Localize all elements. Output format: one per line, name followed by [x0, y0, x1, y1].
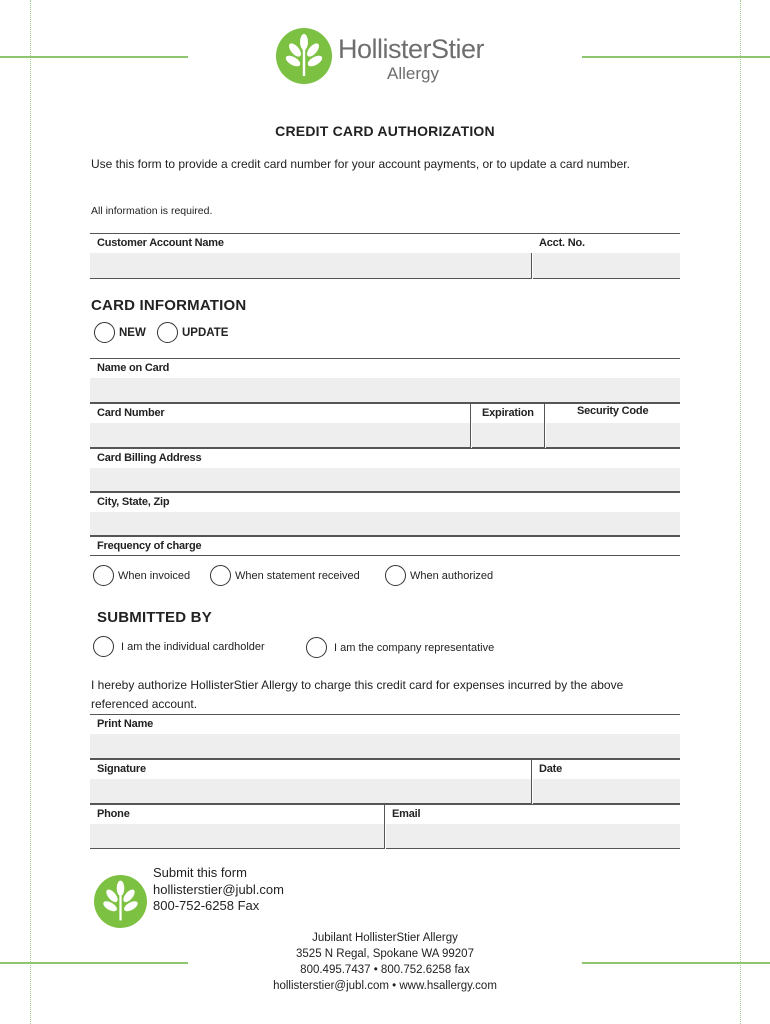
security-code-field[interactable]: [546, 423, 680, 448]
acct-no-label: Acct. No.: [539, 237, 585, 249]
footer-web[interactable]: hollisterstier@jubl.com • www.hsallergy.com: [273, 980, 497, 992]
brand-logo: [276, 28, 496, 86]
right-margin-guide: [740, 0, 741, 1024]
submit-email-link[interactable]: hollisterstier@jubl.com: [153, 882, 284, 897]
card-number-field[interactable]: [90, 423, 470, 448]
statement-label: When statement received: [235, 569, 360, 582]
cardholder-option[interactable]: [93, 636, 265, 657]
expiration-field[interactable]: [472, 423, 544, 448]
name-on-card-field[interactable]: [90, 378, 680, 403]
footer-phones: 800.495.7437 • 800.752.6258 fax: [300, 964, 470, 976]
print-name-field[interactable]: [90, 734, 680, 759]
billing-address-label: Card Billing Address: [97, 452, 202, 464]
update-radio[interactable]: [157, 322, 178, 343]
name-on-card-row: [90, 358, 680, 403]
company-rep-radio[interactable]: [306, 637, 327, 658]
top-right-rule: [582, 56, 770, 58]
card-information-heading: CARD INFORMATION: [91, 297, 247, 314]
form-title: CREDIT CARD AUTHORIZATION: [275, 123, 495, 139]
leaf-logo-icon: [276, 28, 332, 84]
frequency-invoiced-option[interactable]: [93, 565, 190, 586]
phone-email-row: [90, 804, 680, 849]
card-number-row: [90, 403, 680, 448]
security-code-label: Security Code: [577, 405, 649, 417]
company-rep-option[interactable]: [306, 637, 494, 658]
form-intro: Use this form to provide a credit card number for your account payments, or to update a card number.: [91, 157, 630, 171]
authorized-radio[interactable]: [385, 565, 406, 586]
billing-address-row: [90, 448, 680, 492]
date-field[interactable]: [533, 779, 680, 804]
authorization-statement: I hereby authorize HollisterStier Allergy to charge this credit card for expenses incurred by the above referenced account.: [91, 678, 624, 711]
left-margin-guide: [30, 0, 31, 1024]
footer-address: 3525 N Regal, Spokane WA 99207: [296, 948, 474, 960]
frequency-authorized-option[interactable]: [385, 565, 493, 586]
phone-field[interactable]: [90, 824, 384, 849]
signature-field[interactable]: [90, 779, 531, 804]
email-label: Email: [392, 808, 421, 820]
new-radio[interactable]: [94, 322, 115, 343]
city-state-zip-field[interactable]: [90, 512, 680, 536]
card-update-option[interactable]: [157, 322, 228, 343]
submitted-by-heading: SUBMITTED BY: [97, 609, 212, 626]
new-label: NEW: [119, 326, 146, 339]
card-number-label: Card Number: [97, 407, 165, 419]
submit-heading: Submit this form: [153, 865, 247, 880]
account-row: [90, 233, 680, 279]
leaf-small-logo-icon: [94, 875, 147, 928]
expiration-label: Expiration: [482, 407, 534, 419]
city-state-zip-label: City, State, Zip: [97, 496, 170, 508]
frequency-label: Frequency of charge: [97, 540, 202, 552]
phone-label: Phone: [97, 808, 130, 820]
invoiced-radio[interactable]: [93, 565, 114, 586]
customer-account-name-label: Customer Account Name: [97, 237, 224, 249]
acct-no-field[interactable]: [533, 253, 680, 279]
billing-address-field[interactable]: [90, 468, 680, 492]
brand-name: HollisterStier: [338, 34, 485, 64]
frequency-statement-option[interactable]: [210, 565, 360, 586]
signature-label: Signature: [97, 763, 146, 775]
submit-fax: 800-752-6258 Fax: [153, 898, 260, 913]
cardholder-radio[interactable]: [93, 636, 114, 657]
customer-account-name-field[interactable]: [90, 253, 531, 279]
company-rep-label: I am the company representative: [334, 641, 495, 654]
brand-subtitle: Allergy: [387, 64, 439, 83]
card-new-option[interactable]: [94, 322, 146, 343]
email-field[interactable]: [386, 824, 680, 849]
cardholder-label: I am the individual cardholder: [121, 640, 265, 653]
statement-radio[interactable]: [210, 565, 231, 586]
required-note: All information is required.: [91, 205, 213, 217]
footer-company: Jubilant HollisterStier Allergy: [312, 932, 458, 944]
date-label: Date: [539, 763, 563, 775]
top-left-rule: [0, 56, 188, 58]
city-state-zip-row: [90, 492, 680, 536]
print-name-row: [90, 714, 680, 759]
authorized-label: When authorized: [410, 569, 494, 582]
frequency-row: [90, 536, 680, 556]
update-label: UPDATE: [182, 326, 229, 339]
print-name-label: Print Name: [97, 718, 154, 730]
invoiced-label: When invoiced: [118, 569, 191, 582]
signature-row: [90, 759, 680, 804]
name-on-card-label: Name on Card: [97, 362, 170, 374]
